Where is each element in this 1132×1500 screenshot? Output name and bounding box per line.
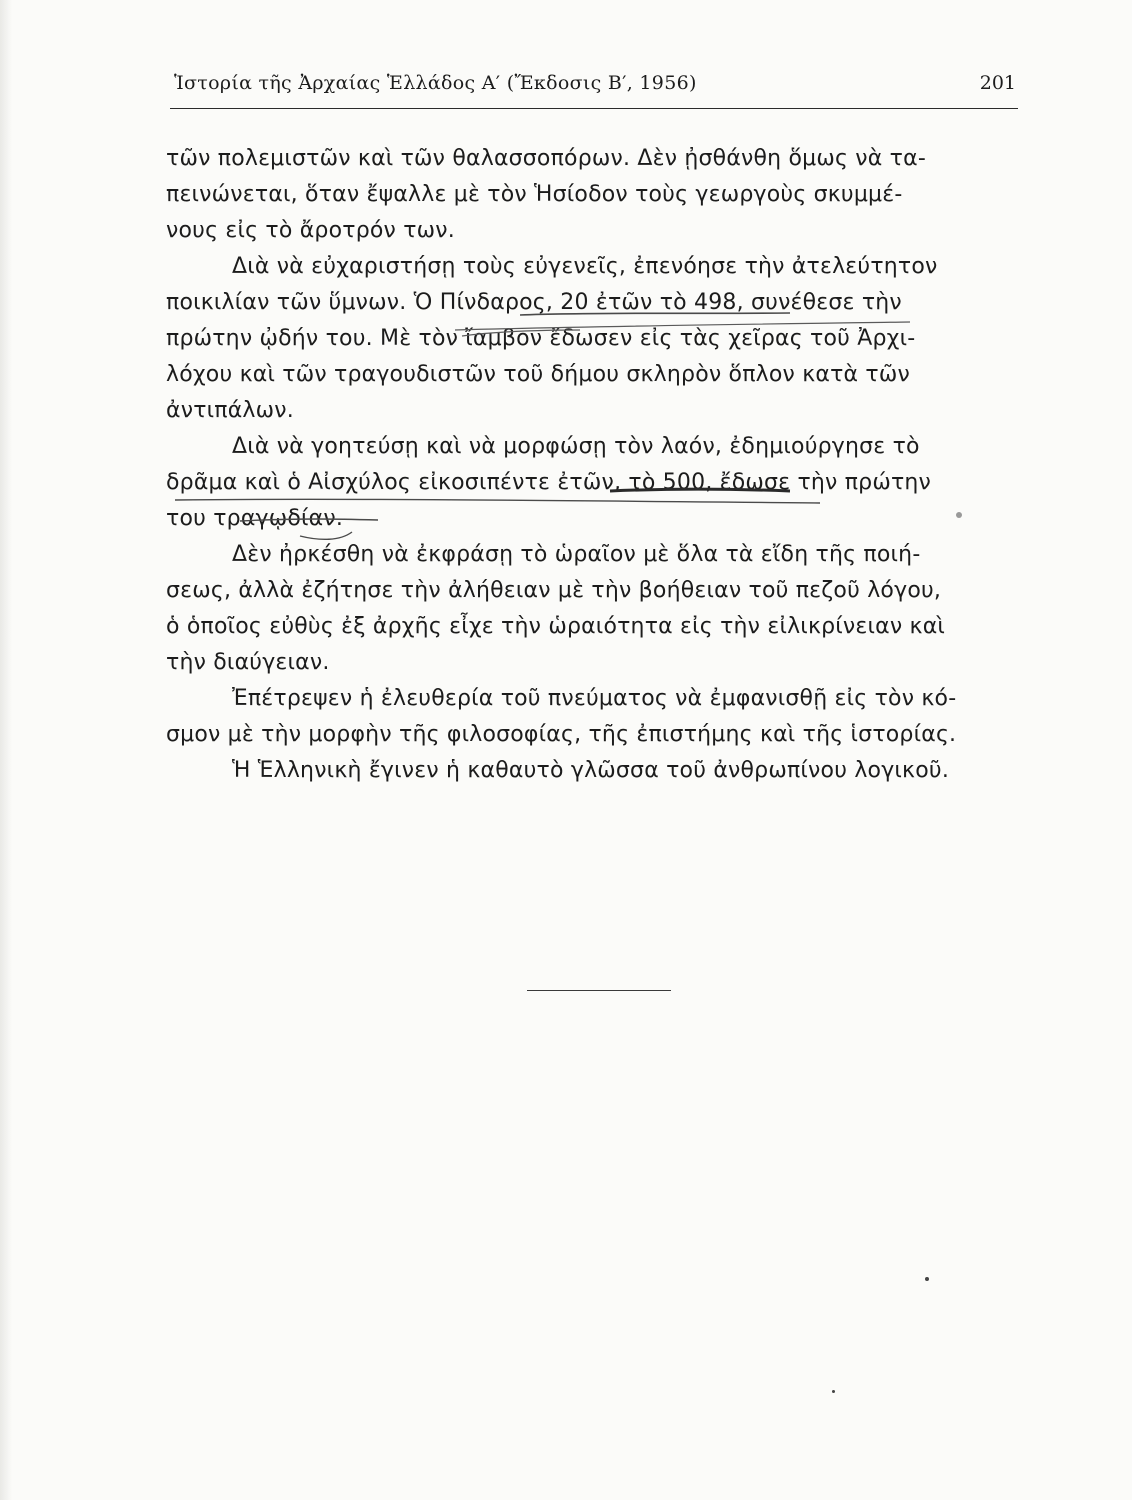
paper-speck <box>925 1277 929 1281</box>
text-line: σμον μὲ τὴν μορφὴν τῆς φιλοσοφίας, τῆς ἐπιστήμης καὶ τῆς ἱστορίας. <box>166 722 957 747</box>
text-line: ποικιλίαν τῶν ὕμνων. Ὁ Πίνδαρος, 20 ἐτῶν τὸ 498, συνέθεσε τὴν <box>166 290 902 315</box>
paper-speck <box>832 1390 835 1393</box>
running-title: Ἱστορία τῆς Ἀρχαίας Ἑλλάδος Α′ (Ἔκδοσις Β′, 1956) <box>174 72 697 94</box>
text-line: πρώτην ᾠδήν του. Μὲ τὸν ἴαμβον ἔδωσεν εἰς τὰς χεῖρας τοῦ Ἀρχι- <box>166 326 916 351</box>
text-line: πεινώνεται, ὅταν ἔψαλλε μὲ τὸν Ἡσίοδον τοὺς γεωργοὺς σκυμμέ- <box>166 182 903 207</box>
text-line: δρᾶμα καὶ ὁ Αἰσχύλος εἰκοσιπέντε ἐτῶν, τὸ 500, ἔδωσε τὴν πρώτην <box>166 470 932 495</box>
page-edge-shadow <box>0 0 12 1500</box>
text-line: νους εἰς τὸ ἄροτρόν των. <box>166 218 455 243</box>
text-line: Δὲν ἠρκέσθη νὰ ἐκφράσῃ τὸ ὡραῖον μὲ ὅλα τὰ εἴδη τῆς ποιή- <box>232 542 921 567</box>
text-line: Ἡ Ἑλληνικὴ ἔγινεν ἡ καθαυτὸ γλῶσσα τοῦ ἀνθρωπίνου λογικοῦ. <box>232 758 950 783</box>
text-line: λόχου καὶ τῶν τραγουδιστῶν τοῦ δήμου σκληρὸν ὅπλον κατὰ τῶν <box>166 362 910 387</box>
text-line: Διὰ νὰ γοητεύσῃ καὶ νὰ μορφώσῃ τὸν λαόν, ἐδημιούργησε τὸ <box>232 434 920 459</box>
text-line: τὴν διαύγειαν. <box>166 650 330 675</box>
page-number: 201 <box>979 72 1016 94</box>
text-line: τῶν πολεμιστῶν καὶ τῶν θαλασσοπόρων. Δὲν ᾐσθάνθη ὅμως νὰ τα- <box>166 146 926 171</box>
paper-speck <box>956 512 962 518</box>
text-line: ὁ ὁποῖος εὐθὺς ἐξ ἀρχῆς εἶχε τὴν ὡραιότητα εἰς τὴν εἰλικρίνειαν καὶ <box>166 614 946 639</box>
text-line: ἀντιπάλων. <box>166 398 294 423</box>
text-line: Ἐπέτρεψεν ἡ ἐλευθερία τοῦ πνεύματος νὰ ἐμφανισθῇ εἰς τὸν κό- <box>232 686 957 711</box>
text-line: του τραγῳδίαν. <box>166 506 344 531</box>
end-rule <box>527 990 671 991</box>
text-line: σεως, ἀλλὰ ἐζήτησε τὴν ἀλήθειαν μὲ τὴν βοήθειαν τοῦ πεζοῦ λόγου, <box>166 578 942 603</box>
pencil-stroke <box>175 499 820 503</box>
running-header <box>170 72 1018 109</box>
text-line: Διὰ νὰ εὐχαριστήσῃ τοὺς εὐγενεῖς, ἐπενόησε τὴν ἀτελεύτητον <box>232 254 938 279</box>
